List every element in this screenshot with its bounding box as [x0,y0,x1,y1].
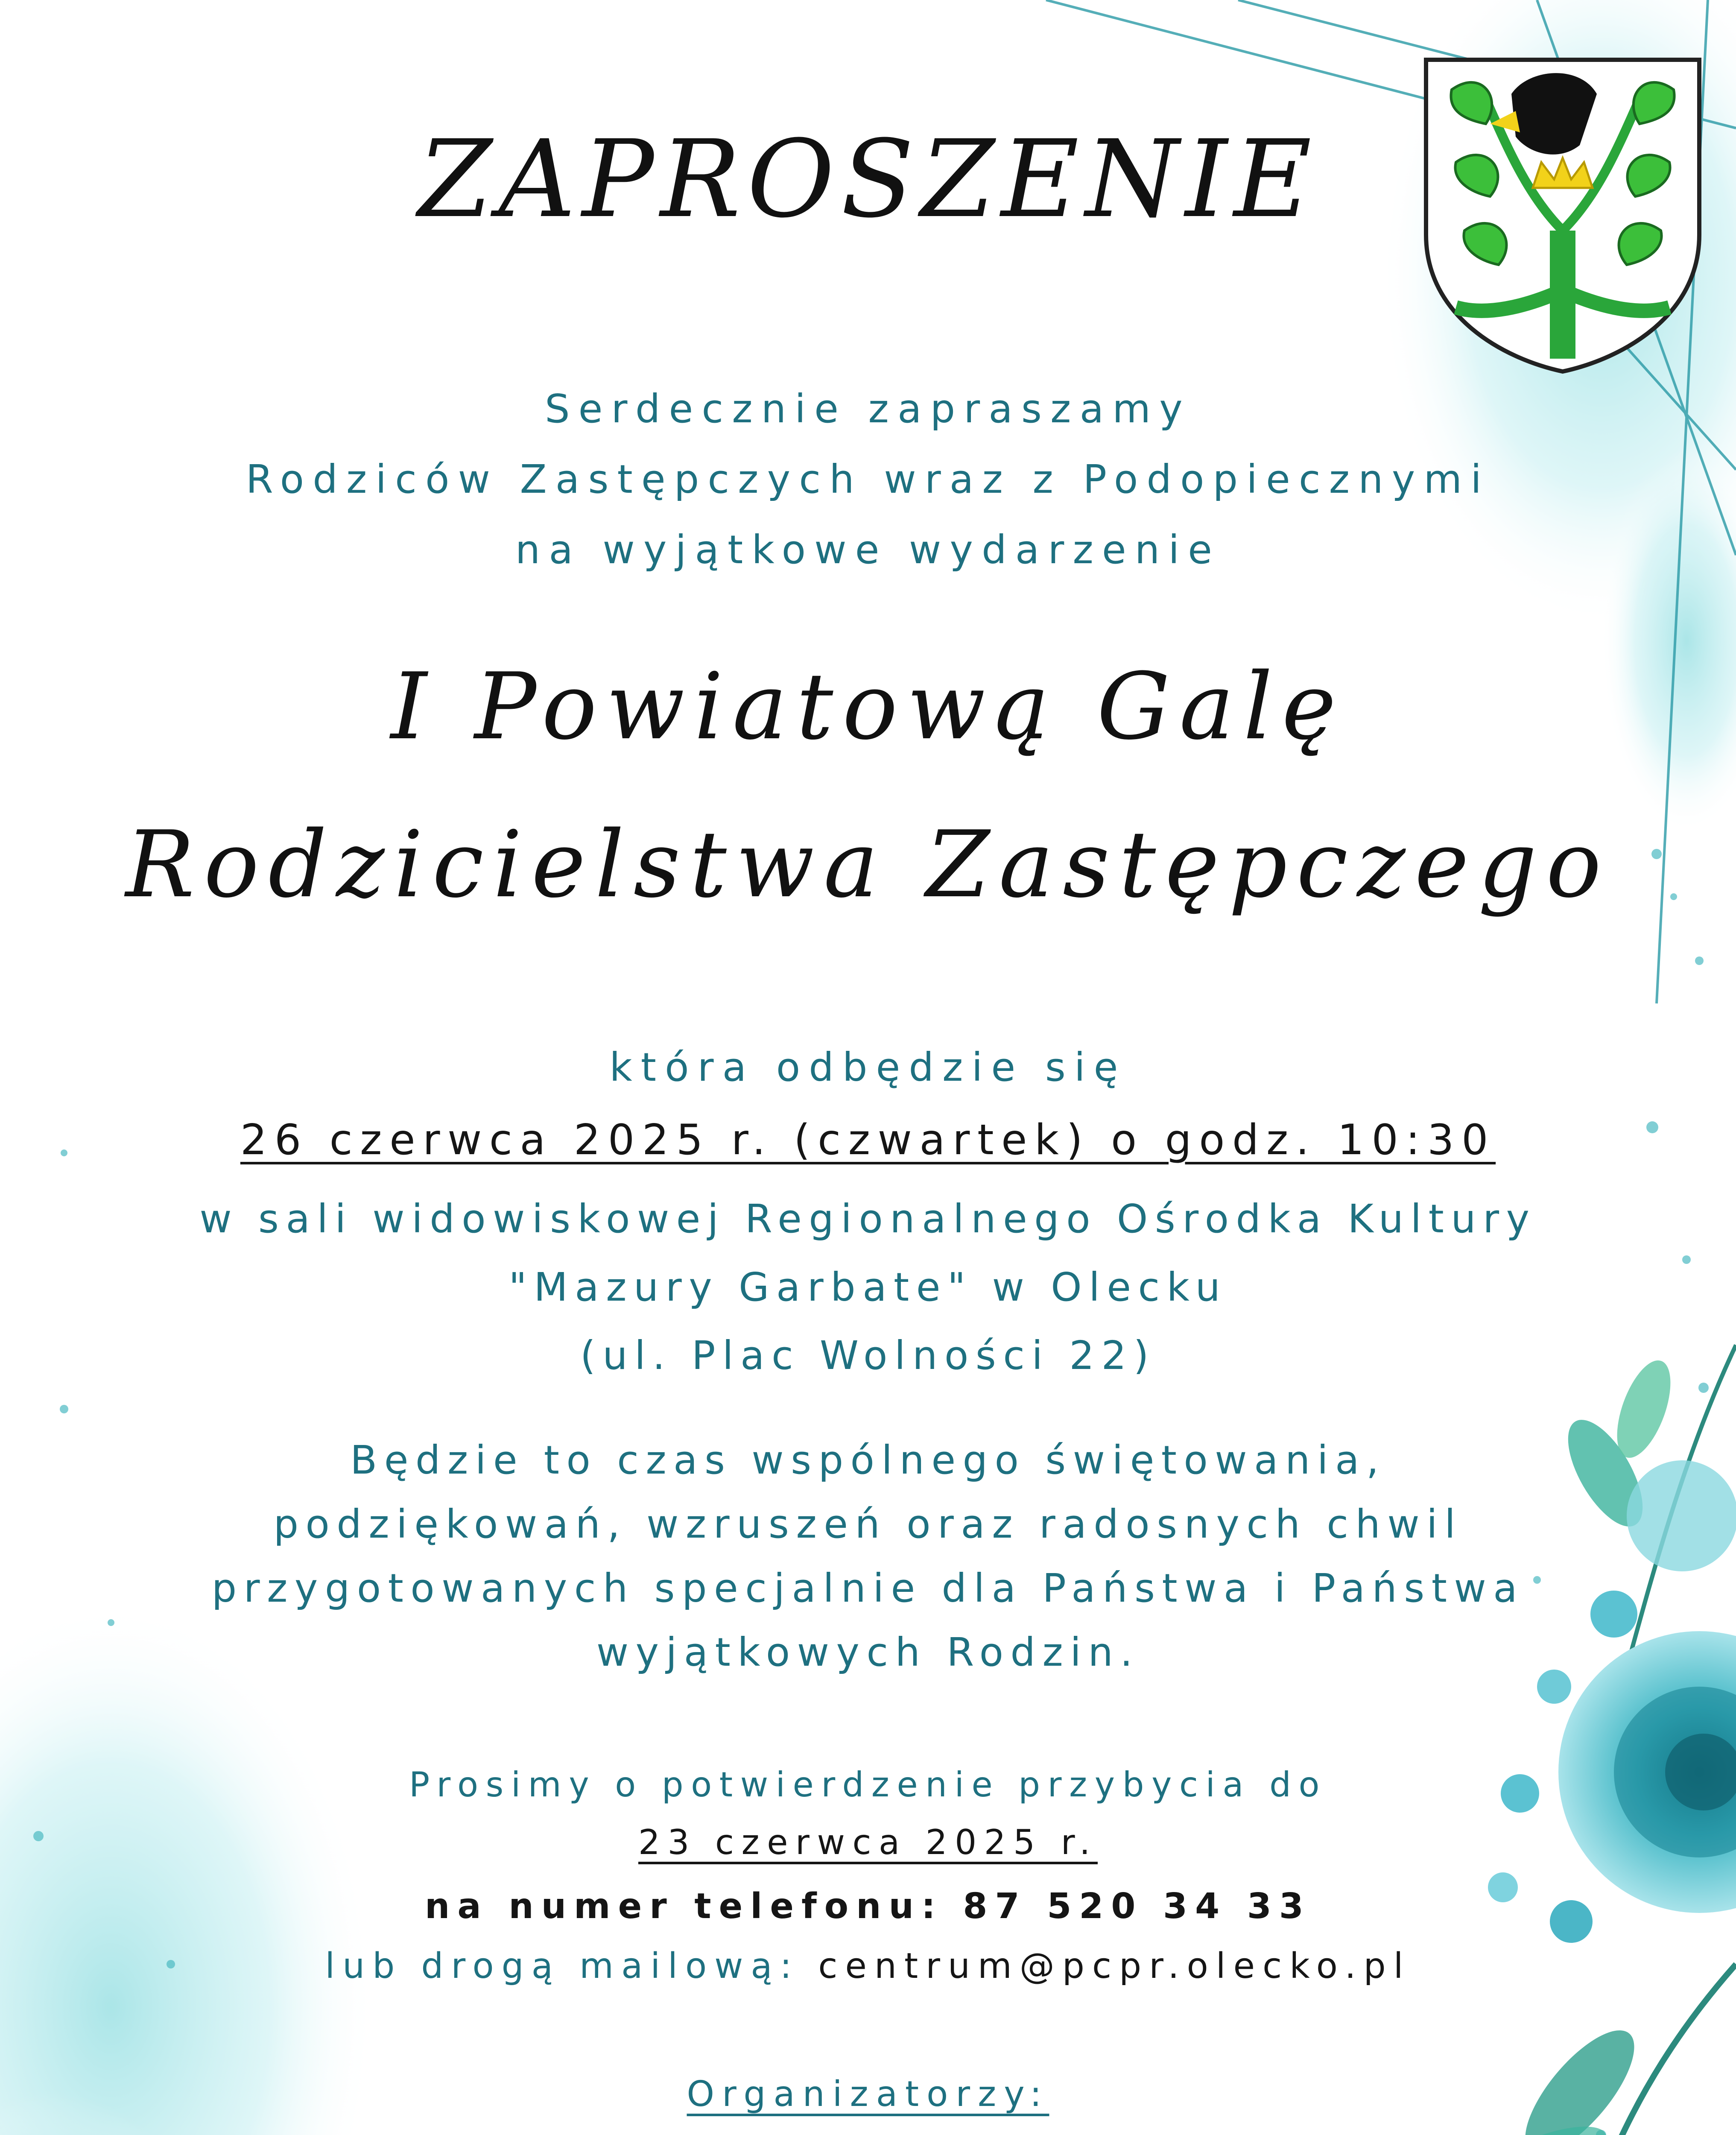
event-title-line: I Powiatową Galę [391,653,1345,760]
description-line: Będzie to czas wspólnego świętowania, [350,1437,1386,1483]
rsvp-line: Prosimy o potwierdzenie przybycia do [409,1765,1327,1805]
intro-line: na wyjątkowe wydarzenie [515,527,1221,573]
organizer-left [184,2129,909,2135]
event-date-time [0,1108,1736,1172]
venue-line: w sali widowiskowej Regionalnego Ośrodka Kultury [199,1196,1537,1242]
rsvp-deadline-text: 23 czerwca 2025 r. [638,1822,1098,1862]
event-title [0,628,1736,944]
organizers-title-text: Organizatorzy: [687,2074,1049,2115]
rsvp-email-line [0,1939,1736,1994]
description-line: przygotowanych specjalnie dla Państwa i Państwa [211,1565,1525,1611]
organizers-title [0,2067,1736,2122]
intro-block [0,374,1736,585]
organizer-right [854,2129,1473,2135]
description-block [0,1428,1736,1685]
event-title-line: Rodzicielstwa Zastępczego [125,811,1611,918]
rsvp-deadline [0,1815,1736,1870]
intro-line: Serdecznie zapraszamy [545,386,1191,432]
rsvp-phone: na numer telefonu: 87 520 34 33 [424,1886,1312,1927]
organizer-left-line [184,2129,909,2135]
description-line: wyjątkowych Rodzin. [596,1629,1140,1675]
venue-address: (ul. Plac Wolności 22) [580,1333,1156,1378]
rsvp-email-prefix: lub drogą mailową: [325,1946,800,1986]
page-title: ZAPROSZENIE [418,117,1318,241]
event-lead: która odbędzie się [609,1044,1127,1090]
event-date-time-text: 26 czerwca 2025 r. (czwartek) o godz. 10:30 [240,1116,1496,1164]
organizer-right-line [854,2129,1473,2135]
description-line: podziękowań, wzruszeń oraz radosnych chwil [273,1501,1463,1547]
rsvp-email[interactable]: centrum@pcpr.olecko.pl [818,1946,1411,1986]
venue-line: "Mazury Garbate" w Olecku [509,1264,1227,1310]
intro-line: Rodziców Zastępczych wraz z Podopiecznymi [245,456,1491,502]
venue-block [0,1185,1736,1390]
